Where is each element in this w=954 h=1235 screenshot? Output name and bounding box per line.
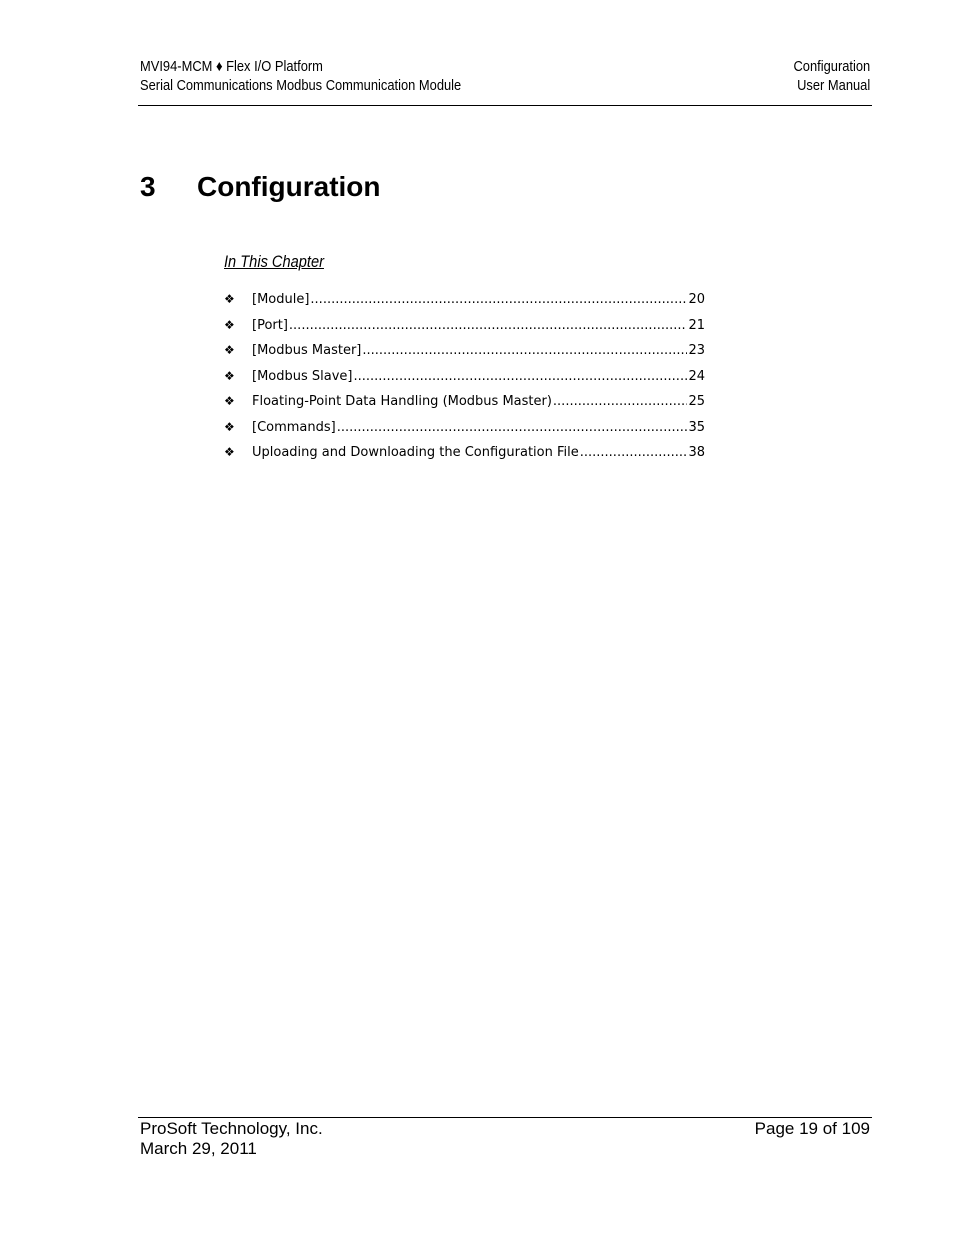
footer-left [140, 1119, 323, 1159]
chapter-title [140, 169, 381, 205]
diamond-bullet-icon: ❖ [224, 368, 235, 383]
footer-page-number: Page 19 of 109 [754, 1119, 870, 1138]
footer-company: ProSoft Technology, Inc. [140, 1119, 323, 1138]
toc-entry[interactable] [224, 391, 705, 417]
toc-leader-dots [580, 443, 688, 463]
header-product-line: MVI94-MCM ♦ Flex I/O Platform [140, 58, 323, 75]
toc-entry[interactable] [224, 442, 705, 468]
diamond-bullet-icon: ❖ [224, 292, 235, 306]
footer-date: March 29, 2011 [140, 1139, 257, 1158]
toc-entry-page[interactable]: 35 [688, 419, 705, 435]
toc-entry-page[interactable]: 23 [688, 343, 705, 358]
header-left [140, 57, 461, 95]
toc-entry-page[interactable]: 20 [688, 292, 705, 307]
toc-entry-label[interactable]: [Modbus Slave] [252, 368, 353, 384]
header-right [793, 57, 870, 95]
toc-leader-dots [310, 290, 687, 310]
toc-entry[interactable] [224, 340, 705, 366]
toc-entry[interactable] [224, 417, 705, 443]
toc-leader-dots [353, 367, 687, 387]
toc-leader-dots [337, 418, 688, 438]
toc-entry-label[interactable]: Floating-Point Data Handling (Modbus Master) [252, 394, 552, 409]
header-section-name: Configuration [793, 58, 870, 75]
toc-leader-dots [553, 392, 688, 412]
header-divider [138, 105, 872, 106]
toc-entry-page[interactable]: 21 [688, 317, 705, 333]
diamond-bullet-icon: ❖ [224, 317, 235, 332]
toc-entry-label[interactable]: [Port] [252, 317, 288, 333]
diamond-bullet-icon: ❖ [224, 394, 235, 408]
header-document-type: User Manual [796, 77, 870, 94]
toc-entry-page[interactable]: 25 [688, 394, 705, 409]
toc-leader-dots [362, 341, 687, 361]
chapter-toc [224, 289, 705, 468]
chapter-title-text: Configuration [197, 171, 381, 202]
toc-entry[interactable] [224, 315, 705, 341]
footer-divider [138, 1117, 872, 1118]
chapter-number: 3 [140, 171, 156, 202]
diamond-bullet-icon: ❖ [224, 343, 235, 357]
header-product-description: Serial Communications Modbus Communication Module [140, 77, 462, 94]
toc-entry-label[interactable]: [Commands] [252, 419, 336, 435]
in-this-chapter-heading: In This Chapter [224, 252, 324, 271]
toc-entry[interactable] [224, 289, 705, 315]
toc-entry[interactable] [224, 366, 705, 392]
toc-entry-page[interactable]: 24 [688, 368, 705, 384]
diamond-bullet-icon: ❖ [224, 419, 235, 434]
toc-entry-label[interactable]: Uploading and Downloading the Configuration File [252, 445, 579, 460]
toc-entry-label[interactable]: [Modbus Master] [252, 343, 362, 358]
diamond-bullet-icon: ❖ [224, 445, 235, 459]
toc-entry-page[interactable]: 38 [688, 445, 705, 460]
toc-entry-label[interactable]: [Module] [252, 292, 310, 307]
toc-leader-dots [289, 316, 688, 336]
